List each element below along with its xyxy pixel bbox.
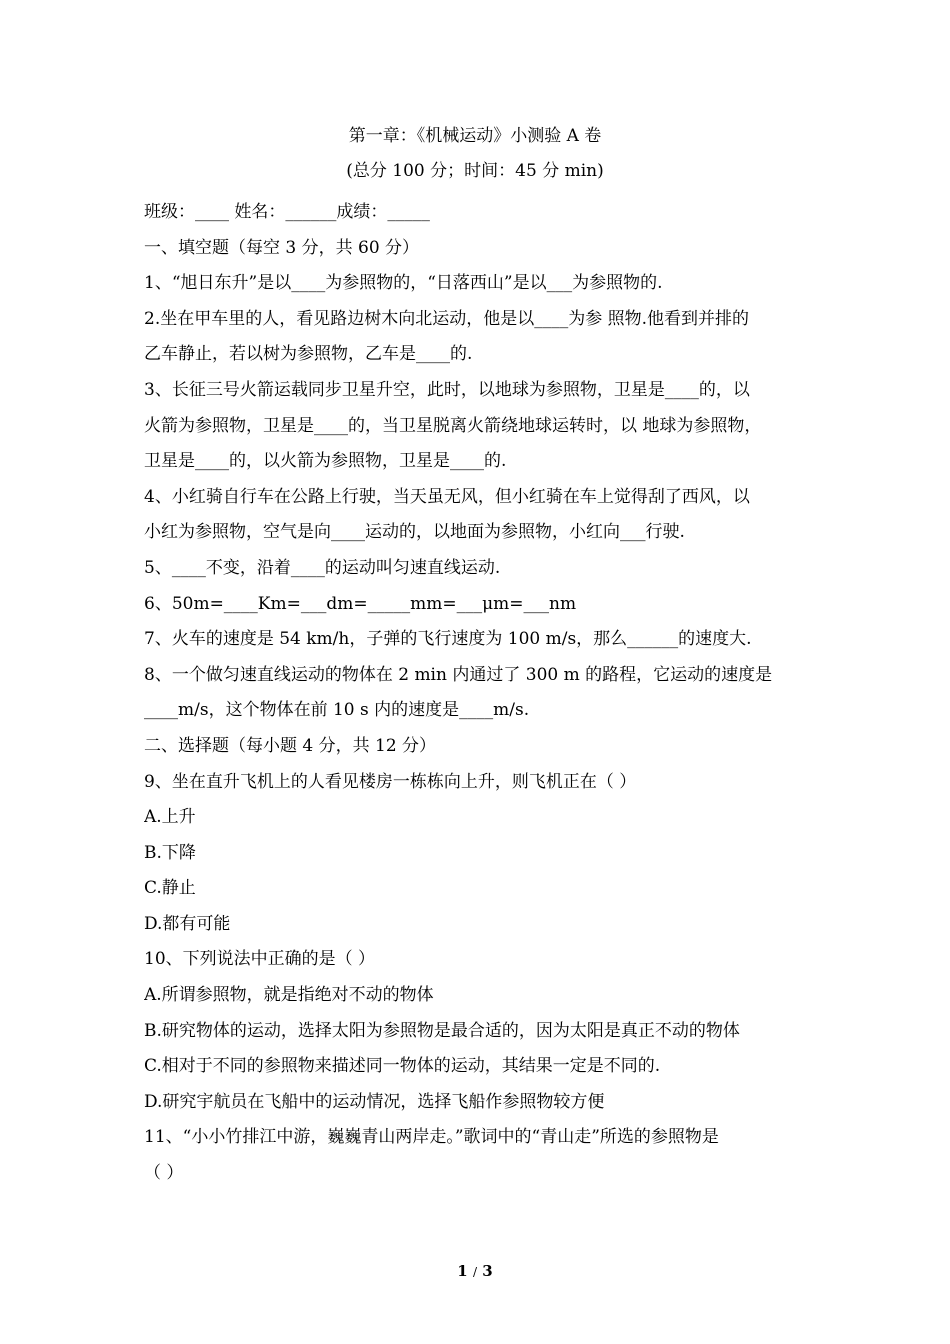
question-9-option-a: A.上升 <box>144 807 196 828</box>
question-3-line-2: 火箭为参照物，卫星是____的，当卫星脱离火箭绕地球运转时，以 地球为参照物， <box>144 415 762 436</box>
question-3-line-3: 卫星是____的，以火箭为参照物，卫星是____的. <box>144 451 507 472</box>
question-10-option-b: B.研究物体的运动，选择太阳为参照物是最合适的，因为太阳是真正不动的物体 <box>144 1020 740 1041</box>
question-9: 9、坐在直升飞机上的人看见楼房一栋栋向上升，则飞机正在（ ） <box>144 771 637 792</box>
question-11-line-1: 11、“小小竹排江中游，巍巍青山两岸走。”歌词中的“青山走”所选的参照物是 <box>144 1127 719 1148</box>
question-10-option-c: C.相对于不同的参照物来描述同一物体的运动，其结果一定是不同的. <box>144 1056 661 1077</box>
question-9-option-d: D.都有可能 <box>144 913 231 934</box>
question-9-option-c: C.静止 <box>144 878 196 899</box>
question-4-line-1: 4、小红骑自行车在公路上行驶，当天虽无风，但小红骑在车上觉得刮了西风，以 <box>144 486 750 507</box>
question-7: 7、火车的速度是 54 km/h，子弹的飞行速度为 100 m/s，那么______的速度大. <box>144 629 752 650</box>
document-subtitle: (总分 100 分；时间：45 分 min) <box>346 161 604 181</box>
page-number <box>0 1260 950 1283</box>
page-current: 1 <box>457 1262 468 1280</box>
question-9-option-b: B.下降 <box>144 842 196 863</box>
question-2-line-1: 2.坐在甲车里的人，看见路边树木向北运动，他是以____为参 照物.他看到并排的 <box>144 308 750 329</box>
page-total: 3 <box>482 1262 493 1280</box>
question-2-line-2: 乙车静止，若以树为参照物，乙车是____的. <box>144 344 473 365</box>
question-8-line-1: 8、一个做匀速直线运动的物体在 2 min 内通过了 300 m 的路程，它运动的速度是 <box>144 664 773 685</box>
question-11-line-2: （ ） <box>144 1163 184 1184</box>
question-8-line-2: ____m/s，这个物体在前 10 s 内的速度是____m/s. <box>144 700 530 721</box>
document-body <box>144 195 810 1192</box>
question-10-option-a: A.所谓参照物，就是指绝对不动的物体 <box>144 985 434 1006</box>
section-heading-fill-blank: 一、填空题（每空 3 分，共 60 分） <box>144 237 420 258</box>
question-3-line-1: 3、长征三号火箭运载同步卫星升空，此时，以地球为参照物，卫星是____的，以 <box>144 379 750 400</box>
document-title: 第一章：《机械运动》小测验 A 卷 <box>348 126 602 146</box>
student-info-line: 班级：____ 姓名：______成绩：_____ <box>144 202 430 222</box>
page-separator: / <box>472 1265 478 1279</box>
question-4-line-2: 小红为参照物，空气是向____运动的，以地面为参照物，小红向___行驶. <box>144 522 685 543</box>
question-5: 5、____不变，沿着____的运动叫匀速直线运动. <box>144 557 501 578</box>
question-1: 1、“旭日东升”是以____为参照物的，“日落西山”是以___为参照物的. <box>144 273 663 294</box>
question-10: 10、下列说法中正确的是（ ） <box>144 949 376 970</box>
question-6: 6、50m=____Km=___dm=_____mm=___μm=___nm <box>144 593 577 614</box>
question-10-option-d: D.研究宇航员在飞船中的运动情况，选择飞船作参照物较方便 <box>144 1091 605 1112</box>
section-heading-choice: 二、选择题（每小题 4 分，共 12 分） <box>144 735 437 756</box>
